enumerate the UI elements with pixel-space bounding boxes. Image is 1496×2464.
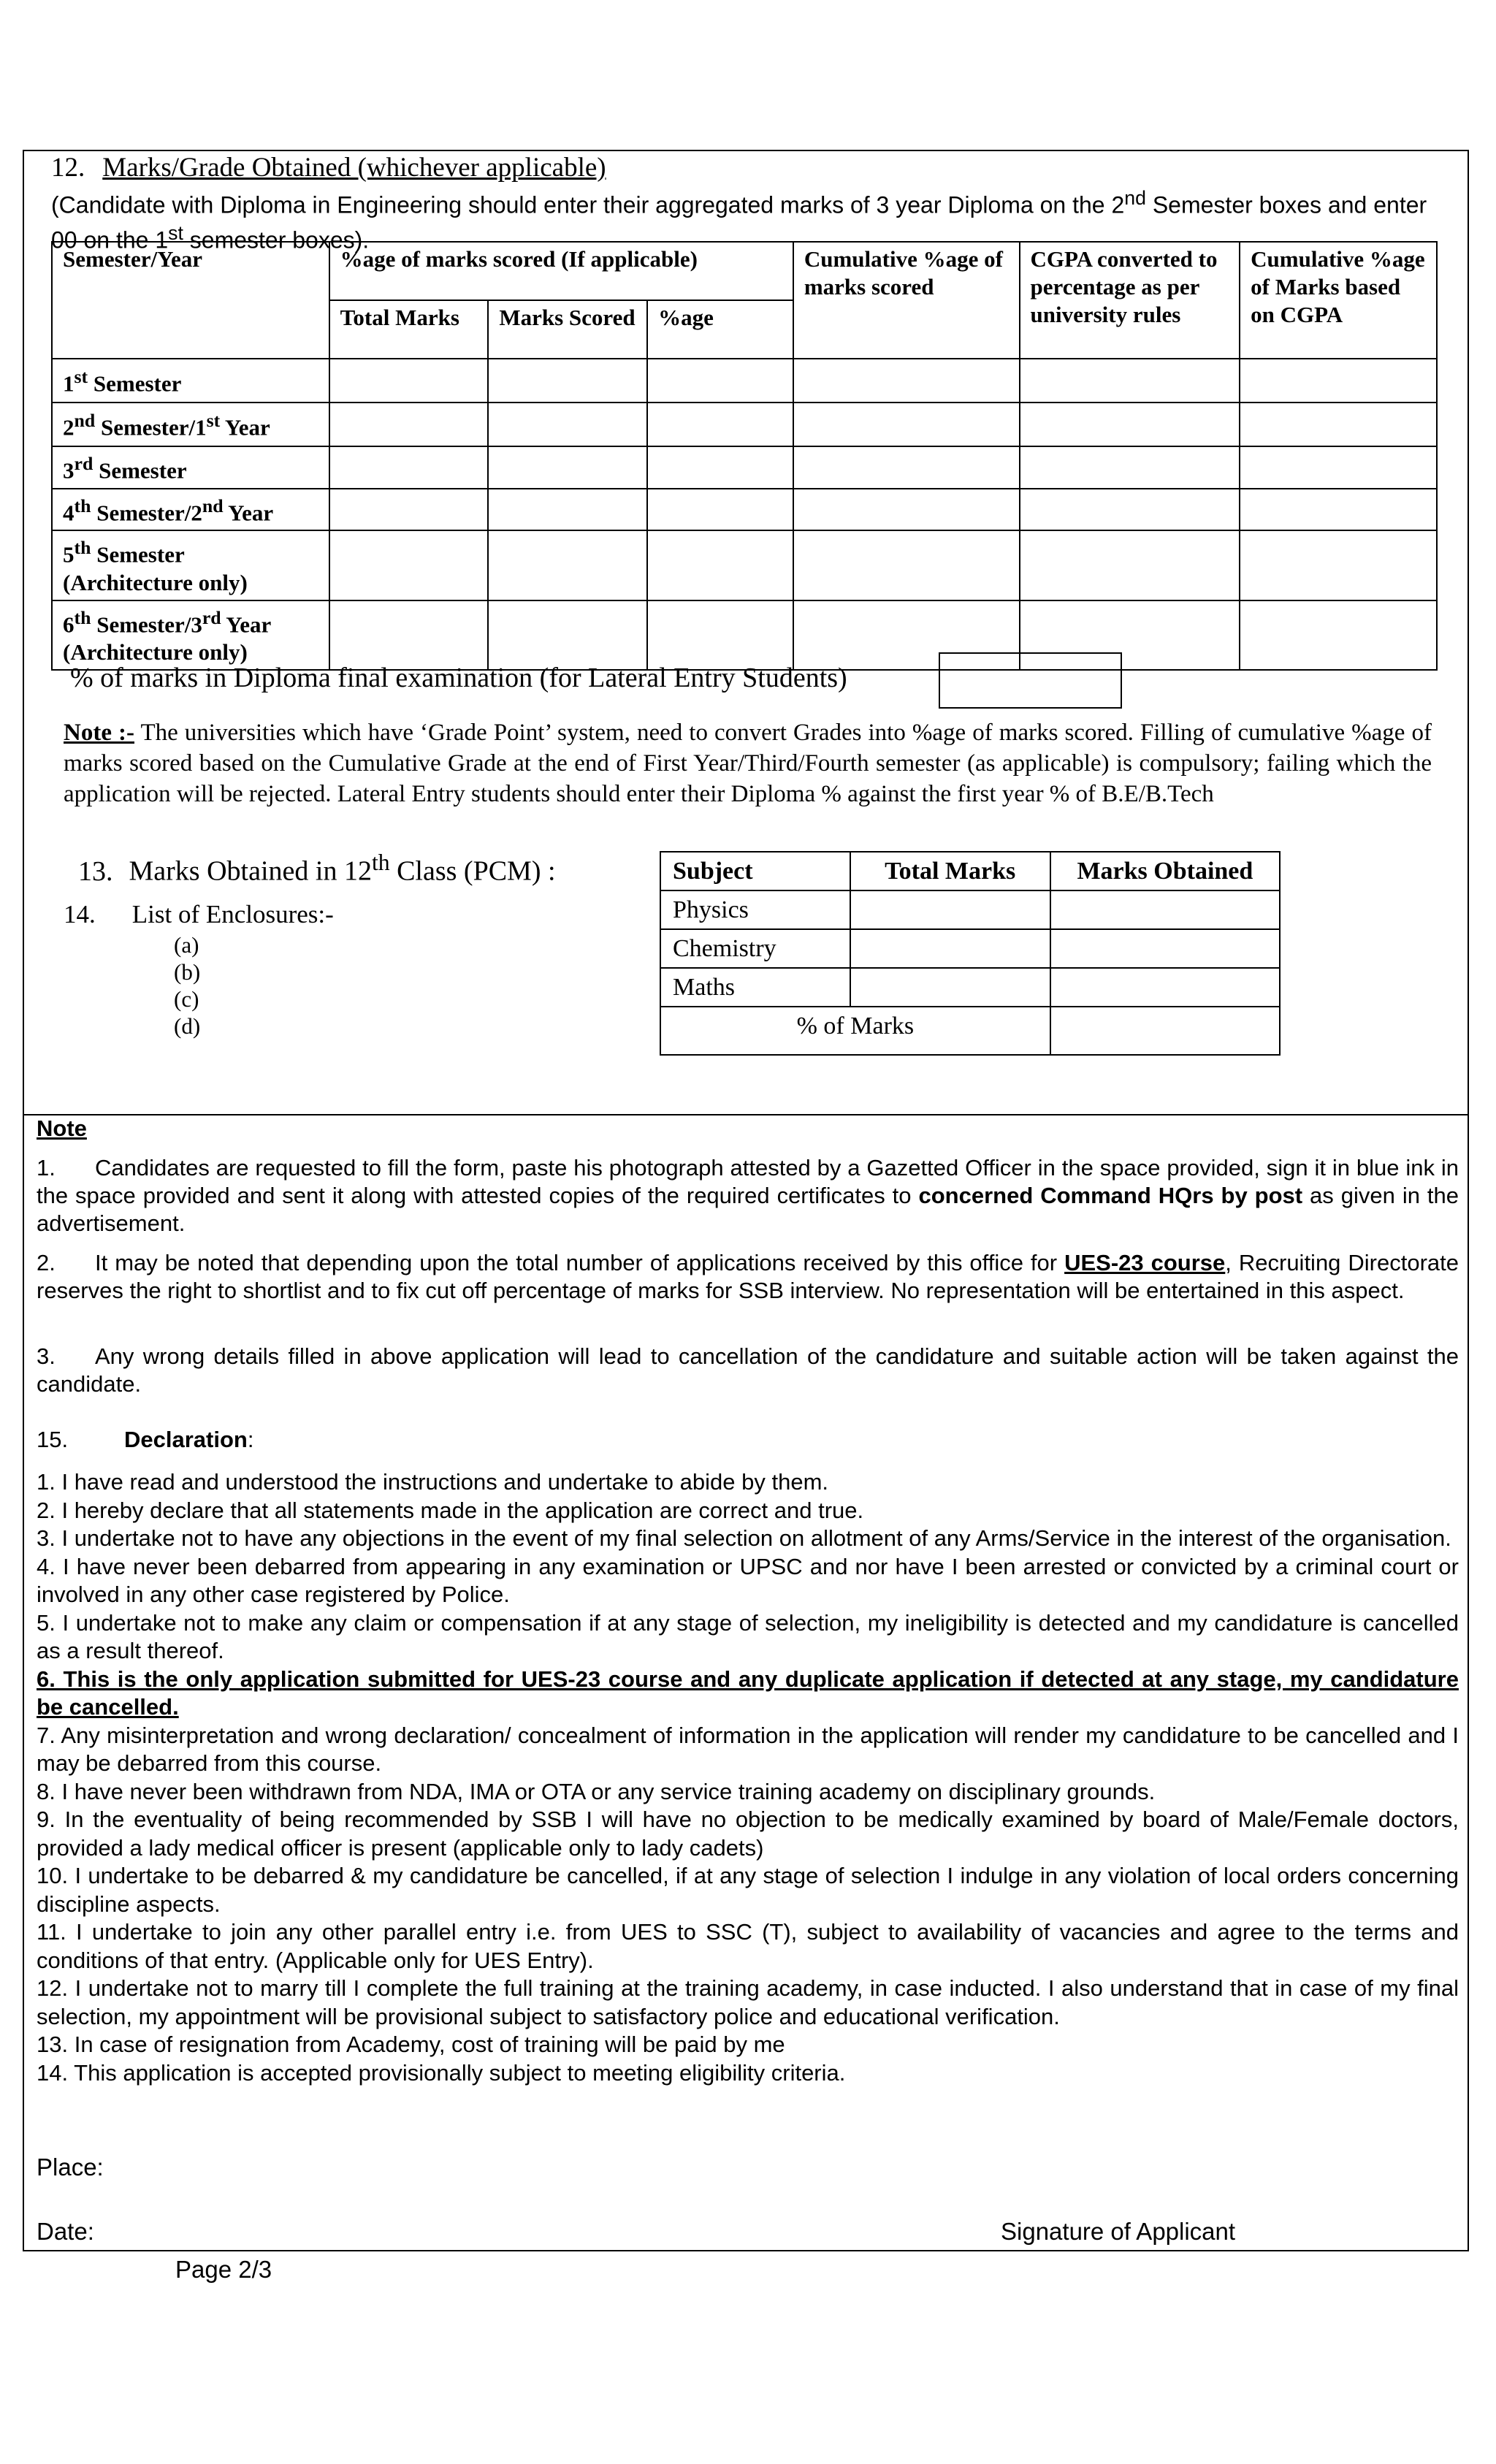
section-12-title bbox=[51, 152, 606, 183]
section-12-instruction: (Candidate with Diploma in Engineering should enter their aggregated marks of 3 year Diploma on the 2nd Semester boxes and enter 00 on the 1st semester boxes). bbox=[51, 187, 1427, 253]
total-marks-cell[interactable] bbox=[850, 890, 1050, 929]
lateral-entry-input-box[interactable] bbox=[939, 652, 1122, 709]
header-total-marks: Total Marks bbox=[329, 300, 489, 359]
list-item: 6. This is the only application submitted for UES-23 course and any duplicate application if detected at any stage, my candidature be cancelled. bbox=[37, 1666, 1459, 1720]
total-marks-cell[interactable] bbox=[329, 489, 489, 530]
marks-scored-cell[interactable] bbox=[488, 600, 647, 670]
table-row bbox=[52, 489, 1437, 530]
pct-cell[interactable] bbox=[647, 489, 793, 530]
notes-title: Note bbox=[37, 1115, 87, 1141]
marks-scored-cell[interactable] bbox=[488, 489, 647, 530]
section-divider bbox=[23, 1114, 1469, 1115]
list-item: 4. I have never been debarred from appearing in any examination or UPSC and nor have I been arrested or convicted by a criminal court or involved in any other case registered by Police. bbox=[37, 1553, 1459, 1607]
list-item: (b) bbox=[174, 959, 201, 985]
header-total-marks: Total Marks bbox=[850, 852, 1050, 890]
semester-label: 3rd Semester bbox=[52, 446, 329, 489]
header-marks-obtained: Marks Obtained bbox=[1050, 852, 1280, 890]
marks-grade-table bbox=[51, 241, 1438, 671]
total-marks-cell[interactable] bbox=[329, 530, 489, 600]
subject-physics: Physics bbox=[660, 890, 850, 929]
semester-label: 5th Semester (Architecture only) bbox=[52, 530, 329, 600]
grade-point-note bbox=[64, 717, 1432, 809]
list-item: 1. I have read and understood the instructions and undertake to abide by them. bbox=[37, 1469, 829, 1495]
cumulative-cell[interactable] bbox=[793, 489, 1020, 530]
header-cumulative: Cumulative %age of marks scored bbox=[793, 242, 1020, 359]
cumulative-cgpa-cell[interactable] bbox=[1240, 403, 1437, 446]
list-item: (a) bbox=[174, 932, 199, 958]
table-row bbox=[660, 890, 1280, 929]
semester-label: 6th Semester/3rd Year (Architecture only) bbox=[52, 600, 329, 670]
enclosures-list bbox=[174, 931, 200, 1039]
list-item: 8. I have never been withdrawn from NDA, IMA or OTA or any service training academy on disciplinary grounds. bbox=[37, 1778, 1156, 1804]
pct-cell[interactable] bbox=[647, 530, 793, 600]
cgpa-cell[interactable] bbox=[1020, 489, 1240, 530]
list-item: 5. I undertake not to make any claim or compensation if at any stage of selection, my ineligibility is detected and my candidature is cancelled as a result thereof. bbox=[37, 1609, 1459, 1663]
marks-scored-cell[interactable] bbox=[488, 403, 647, 446]
cumulative-cgpa-cell[interactable] bbox=[1240, 530, 1437, 600]
page-number: Page 2/3 bbox=[175, 2256, 272, 2283]
header-pct-scored: %age of marks scored (If applicable) bbox=[329, 242, 793, 300]
total-marks-cell[interactable] bbox=[329, 446, 489, 489]
declaration-list bbox=[37, 1468, 1459, 2087]
cumulative-cgpa-cell[interactable] bbox=[1240, 489, 1437, 530]
marks-obtained-cell[interactable] bbox=[1050, 968, 1280, 1007]
note-text: The universities which have ‘Grade Point’ system, need to convert Grades into %age of marks scored. Filling of cumulative %age of marks scored based on the Cumulative Grade at the end of First Year/Third/Fourth semester (as applicable) is compulsory; failing which the application will be rejected. Lateral Entry students should enter their Diploma % against the first year % of B.E/B.Tech bbox=[64, 720, 1432, 807]
table-row bbox=[52, 359, 1437, 403]
total-marks-cell[interactable] bbox=[329, 359, 489, 403]
total-marks-cell[interactable] bbox=[850, 968, 1050, 1007]
pct-cell[interactable] bbox=[647, 600, 793, 670]
table-row bbox=[52, 403, 1437, 446]
cumulative-cell[interactable] bbox=[793, 403, 1020, 446]
list-item: 13. In case of resignation from Academy, cost of training will be paid by me bbox=[37, 2032, 785, 2057]
table-row bbox=[52, 446, 1437, 489]
table-row bbox=[52, 600, 1437, 670]
date-label: Date: bbox=[37, 2218, 94, 2245]
section-12-title-text: Marks/Grade Obtained (whichever applicable) bbox=[102, 153, 606, 183]
marks-obtained-cell[interactable] bbox=[1050, 890, 1280, 929]
subject-maths: Maths bbox=[660, 968, 850, 1007]
list-item: 11. I undertake to join any other parallel entry i.e. from UES to SSC (T), subject to availability of vacancies and agree to the terms and conditions of that entry. (Applicable only for UES Entry). bbox=[37, 1919, 1459, 1973]
subject-chemistry: Chemistry bbox=[660, 929, 850, 968]
list-item: 3. I undertake not to have any objections in the event of my final selection on allotment of any Arms/Service in the interest of the organisation. bbox=[37, 1525, 1451, 1551]
semester-label: 4th Semester/2nd Year bbox=[52, 489, 329, 530]
marks-scored-cell[interactable] bbox=[488, 359, 647, 403]
table-row bbox=[660, 929, 1280, 968]
table-row bbox=[52, 530, 1437, 600]
list-item: 14. This application is accepted provisionally subject to meeting eligibility criteria. bbox=[37, 2059, 846, 2086]
note-item-2: 2. It may be noted that depending upon the total number of applications received by this office for UES-23 course, Recruiting Directorate reserves the right to shortlist and to fix cut off percentage of marks for SSB interview. No representation will be entertained in this aspect. bbox=[37, 1250, 1459, 1303]
cgpa-cell[interactable] bbox=[1020, 446, 1240, 489]
cumulative-cell[interactable] bbox=[793, 446, 1020, 489]
list-item: 7. Any misinterpretation and wrong declaration/ concealment of information in the application will render my candidature to be cancelled and I may be debarred from this course. bbox=[37, 1722, 1459, 1776]
list-item: (c) bbox=[174, 986, 199, 1012]
pct-of-marks-cell[interactable] bbox=[1050, 1007, 1280, 1055]
cumulative-cgpa-cell[interactable] bbox=[1240, 600, 1437, 670]
cgpa-cell[interactable] bbox=[1020, 359, 1240, 403]
note-label: Note :- bbox=[64, 720, 134, 746]
cumulative-cgpa-cell[interactable] bbox=[1240, 359, 1437, 403]
cumulative-cgpa-cell[interactable] bbox=[1240, 446, 1437, 489]
pcm-marks-table bbox=[660, 851, 1281, 1056]
cumulative-cell[interactable] bbox=[793, 530, 1020, 600]
list-item: 10. I undertake to be debarred & my candidature be cancelled, if at any stage of selection I indulge in any violation of local orders concerning discipline aspects. bbox=[37, 1863, 1459, 1917]
list-item: 9. In the eventuality of being recommended by SSB I will have no objection to be medically examined by board of Male/Female doctors, provided a lady medical officer is present (applicable only to lady cadets) bbox=[37, 1807, 1459, 1861]
section-14-label: 14. List of Enclosures:- bbox=[64, 900, 334, 928]
list-item: (d) bbox=[174, 1013, 201, 1039]
list-item: 2. I hereby declare that all statements made in the application are correct and true. bbox=[37, 1497, 864, 1523]
header-cumulative-cgpa: Cumulative %age of Marks based on CGPA bbox=[1240, 242, 1437, 359]
pct-cell[interactable] bbox=[647, 446, 793, 489]
total-marks-cell[interactable] bbox=[329, 403, 489, 446]
total-marks-cell[interactable] bbox=[329, 600, 489, 670]
note-item-1: 1. Candidates are requested to fill the form, paste his photograph attested by a Gazetted Officer in the space provided, sign it in blue ink in the space provided and sent it along with attested copies of the required certificates to concerned Command HQrs by post as given in the advertisement. bbox=[37, 1155, 1459, 1236]
note-item-3: 3. Any wrong details filled in above application will lead to cancellation of the candidature and suitable action will be taken against the candidate. bbox=[37, 1343, 1459, 1397]
table-row bbox=[660, 1007, 1280, 1055]
total-marks-cell[interactable] bbox=[850, 929, 1050, 968]
semester-label: 1st Semester bbox=[52, 359, 329, 403]
pct-cell[interactable] bbox=[647, 359, 793, 403]
marks-scored-cell[interactable] bbox=[488, 446, 647, 489]
section-12-number: 12. bbox=[51, 153, 85, 183]
lateral-entry-label: % of marks in Diploma final examination (for Lateral Entry Students) bbox=[70, 663, 847, 693]
cgpa-cell[interactable] bbox=[1020, 530, 1240, 600]
cgpa-cell[interactable] bbox=[1020, 403, 1240, 446]
marks-obtained-cell[interactable] bbox=[1050, 929, 1280, 968]
list-item: 12. I undertake not to marry till I complete the full training at the training academy, in case inducted. I also understand that in case of my final selection, my appointment will be provisional subject to satisfactory police and educational verification. bbox=[37, 1975, 1459, 2029]
header-semester-year: Semester/Year bbox=[52, 242, 329, 359]
cumulative-cell[interactable] bbox=[793, 359, 1020, 403]
place-label: Place: bbox=[37, 2154, 104, 2181]
header-pct: %age bbox=[647, 300, 793, 359]
marks-scored-cell[interactable] bbox=[488, 530, 647, 600]
pct-of-marks-label: % of Marks bbox=[660, 1007, 1050, 1055]
signature-label: Signature of Applicant bbox=[1001, 2218, 1236, 2245]
header-subject: Subject bbox=[660, 852, 850, 890]
section-13-label: 13. Marks Obtained in 12th Class (PCM) : bbox=[78, 850, 556, 887]
header-cgpa: CGPA converted to percentage as per university rules bbox=[1020, 242, 1240, 359]
table-row bbox=[660, 968, 1280, 1007]
pct-cell[interactable] bbox=[647, 403, 793, 446]
semester-label: 2nd Semester/1st Year bbox=[52, 403, 329, 446]
declaration-heading: 15. Declaration: bbox=[37, 1427, 254, 1452]
header-marks-scored: Marks Scored bbox=[488, 300, 647, 359]
